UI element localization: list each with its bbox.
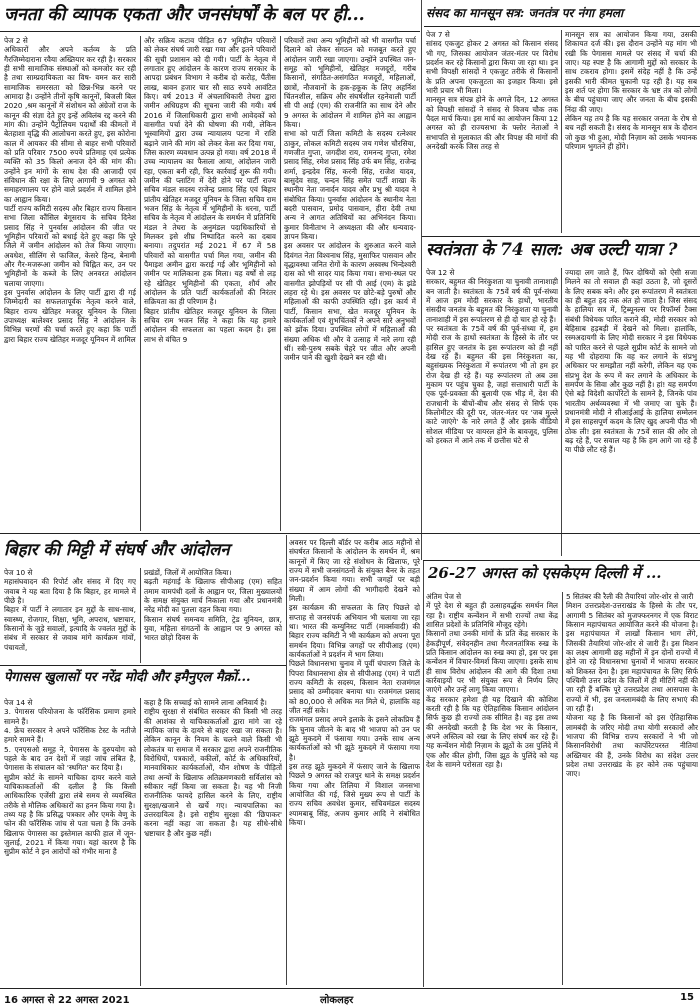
freedom-body [424, 268, 700, 556]
unity-body [0, 36, 420, 531]
unity-col-2: और सक्रिय कटाव पीड़ित 67 भूमिहीन परिवारों को लेकर संघर्ष जारी रखा गया और इतने परिवारों की सूची प्रशासन को दी गयी। पार्टी के नेतृत्व में लगातार हुए आंदोलन के कारण राज्य सरकार के आपदा प्रबंधन विभाग ने करीब दो करोड़, पैंतीस लाख, बावन हजार चार सौ साठ रुपये आवंटित किए। वर्ष 2013 में अंचलाधिकारी तेघरा द्वारा जमीन अधिग्रहण की सूचना जारी की गयी। वर्ष 2016 में जिलाधिकारी द्वारा सभी आवेदकों को वासगीत पर्चा देने की घोषणा की गयी, लेकिन भूस्वामियों द्वारा उच्च न्यायालय पटना में राशि बढ़ाने जाने की मांग को लेकर केस कर दिया गया, जिस कारण व्यवधान उत्पन्न हो गया। वर्ष 2018 में उच्च न्यायालय का फैसला आया, आंदोलन जारी रहा, एकता बनी रही, फिर कार्रवाई शुरू की गयी। जमीन की प्लाटिंग में देरी होने पर पार्टी राज्य सचिव मंडल सदस्य राजेन्द्र प्रसाद सिंह एवं बिहार प्रांतीय खेतिहर मजदूर यूनियन के जिला सचिव राम भजन सिंह के नेतृत्व में भूमिहीनों के धरना, पार्टी सचिव के नेतृत्व में आंदोलन के समर्थन में प्रतिनिधि मंडल ने तेघरा के अनुमंडल पदाधिकारियों से मिलकर इसे शीघ्र निष्पादित करने का दबाव बनाया। तदुपरांत मई 2021 में 67 में 58 परिवारों को वासगीत पर्चा मिल गया, जमीन की पैमाइश अमीन द्वारा कराई गई और भूमिहीनों को जमीन पर मालिकाना हक मिला। यह वर्षों से लड़ रहे खेतिहर भूमिहीनों की एकता, शौर्य और आंदोलन के प्रति पार्टी कार्यकर्ताओं की निरंतर सक्रियता का ही परिणाम है। बिहार प्रांतीय खेतिहर मजदूर यूनियन के जिला सचिव राम भजन सिंह ने कहा कि यह हमारे आंदोलन की सफलता का पहला कदम है। इस लाभ से वंचित 9 [144, 36, 276, 344]
bihar-col-2: प्रखंडों, जिलों में आयोजित किया। बढ़ती महंगाई के खिलाफ सीपीआइ (एम) सहित तमाम वामपंथी दलों के आह्वान पर, जिला मुख्यालयों के समक्ष संयुक्त मार्च निकाला गया और प्रधानमंत्री नरेंद्र मोदी का पुतला दहन किया गया। किसान संघर्ष समन्वय समिति, ट्रेड यूनियन, छात्र, युवा, महिला संगठनों के आह्वान पर 9 अगस्त को भारत छोड़ो दिवस के [144, 568, 282, 643]
headline-pegasus: पेगासस खुलासों पर नरेंद्र मोदी और इमैनुएल मैक्रों... [4, 670, 251, 685]
footer-title: लोकलहर [320, 995, 354, 1006]
headline-monsoon: संसद का मानसून सत्र: जनतंत्र पर नंगा हमला [426, 6, 624, 20]
august-col-2: 5 सितंबर की रैली की तैयारियां जोर-शोर से जारी मिशन उत्तरप्रदेश-उत्तराखंड के हिस्से के तौर पर, आगामी 5 सितंबर को मुजफ्फरनगर में एक विराट किसान महापंचायत आयोजित करने की योजना है। इस महापंचायत में लाखों किसान भाग लेंगे, जिसकी तैयारियां जोर-शोर से जारी हैं। इस मिशन का लक्ष्य आगामी छह महीनों में इन दोनों राज्यों में होने जा रहे विधानसभा चुनावों में भाजपा सरकार को शिकस्त देना है। इस महापंचायत के लिए सिर्फ पश्चिमी उत्तर प्रदेश के जिलों में ही मीटिंगें नहीं की जा रही हैं बल्कि पूरे उत्तरप्रदेश तथा आसपास के राज्यों में भी, इस जनलामबंदी के लिए सभाएं की जा रही हैं। योजना यह है कि किसानों को इस ऐतिहासिक लामबंदी के जरिए मोदी तथा योगी सरकारों और भाजपा की विभिन्न राज्य सरकारों ने भी जो किसानविरोधी तथा कार्पोरेटपरस्त नीतियां अख्तियार की हैं, उनके विरोध का संदेश उत्तर प्रदेश तथा उत्तराखंड के हर कोने तक पहुंचाया जाए। [566, 592, 698, 779]
article-freedom [424, 238, 700, 558]
rule-unity [0, 31, 420, 32]
pegasus-col-2: कहा है कि सच्चाई को सामने लाना अनिवार्य है। राष्ट्रीय सुरक्षा से संबंधित सरकार की किसी भी तरह की आशंका से याचिकाकर्ताओं द्वारा मांगे जा रहे न्यायिक जांच के दायरे से बाहर रखा जा सकता है। लेकिन कानून के नियम के चलने वाले किसी भी लोकतंत्र या समाज में सरकार द्वारा अपने राजनीतिक विरोधियों, पत्रकारों, वकीलों, कोर्ट के अधिकारियों, मानवाधिकार कार्यकर्ताओं, यौन शोषण के पीड़ितों तथा अन्यों के खिलाफ अतिक्रमणकारी सर्विलांस को स्वीकार नहीं किया जा सकता है। यह भी निजी राजनीतिक फायदे हासिल करने के लिए, राष्ट्रीय सुरक्षा/खजाने से खर्चे गए। न्यायपालिका का उत्तरदायित्व है। इसे राष्ट्रीय सुरक्षा की 'छिपाकर' करना नहीं कहा जा सकता है। यह सीधे-सीधे भ्रष्टाचार है और कुछ नहीं। [144, 698, 282, 838]
headline-unity: जनता की व्यापक एकता और जनसंघर्षों के बल पर ही... [4, 5, 365, 25]
section-rule [0, 533, 700, 534]
divider [561, 268, 562, 556]
bihar-body [0, 568, 285, 663]
article-unity [0, 0, 420, 533]
divider [423, 560, 424, 987]
divider [140, 568, 141, 663]
section-rule [422, 236, 700, 237]
august-body [426, 592, 700, 985]
page-footer [0, 988, 700, 1007]
headline-freedom: स्वतंत्रता के 74 साल: अब उल्टी यात्रा ? [426, 240, 678, 260]
divider [286, 535, 287, 985]
headline-bihar: बिहार की मिट्टी में संघर्ष और आंदोलन [4, 540, 230, 559]
divider [562, 592, 563, 985]
section-rule [0, 665, 286, 666]
bihar-continued [289, 538, 422, 986]
page-number: 15 [680, 992, 694, 1003]
freedom-col-2: ज्यादा लग जाते हैं, फिर दोषियों को ऐसी सजा मिलने का तो सवाल ही कहां उठता है, जो दूसरों के लिए सबक बने। और इस रूपांतरण में स्वतंत्रता का ही बहुत हद तक अंत हो जाता है। जिस संसद के हालिया सत्र में, ट्रिब्यूनल्स पर रिफॉर्म्स टैक्स संबंधी विधेयक पारित कराने की, मोदी सरकार को बेहिसाब हड़बड़ी में देखने को मिला। हालांकि, रस्मअदायगी के लिए मोदी सरकार ने इस विधेयक को पारित करने से पहले सुप्रीम कोर्ट के सामने जो यह भी दोहराया कि वह कर लगाने के संप्रभु अधिकार पर समझौता नहीं करेगी, लेकिन यह एक संप्रभु देश के रूप में कर लगाने के अधिकार के समर्पण के सिवा और कुछ नहीं है। हां! यह समर्पण ऐसे बड़े विदेशी कार्पोरेटों के सामने है, जिनके पांव भारतीय अर्थव्यवस्था में भी जमाए जा चुके हैं। प्रधानमंत्री मोदी ने सीआईआई के हालिया सम्मेलन में इस साहसपूर्ण कदम के लिए खुद अपनी पीठ भी ठोक ली! इस स्वतंत्रता के 75वें साल की ओर तो बढ़ रहे हैं, पर सवाल यह है कि हम आगे जा रहे हैं या पीछे लौट रहे हैं। [565, 268, 697, 455]
divider [561, 30, 562, 233]
unity-col-3: परिवारों तथा अन्य भूमिहीनों को भी वासगीत पर्चा दिलाने को लेकर संगठन को मजबूत करते हुए आंदोलन जारी रखा जाएगा। उन्होंने उपस्थित जन- समूह को भूमिहीनों, खेतिहर मजदूरों, गरीब किसानों, संगठित-असंगठित मजदूरों, महिलाओं, छात्रों, नौजवानों के हक-हकूक के लिए अहर्निश चिंतनशील, सक्रिय और संघर्षशील रहनेवाली पार्टी सी पी आई (एम) की राजनीति का साथ देने और 9 अगस्त के आंदोलन में शामिल होने का आह्वान किया। सभा को पार्टी जिला कमिटी के सदस्य रत्नेश्वर ठाकुर, लोकल कमिटी सदस्य जय गणेश चौरसिया, गणजीत गुप्ता, जगदीश राय, रामनन्द गुप्ता, रमेश प्रसाद सिंह, रमेश प्रसाद सिंह उर्फ बम सिंह, राजेन्द्र शर्मा, इन्द्रदेव सिंह, करनी सिंह, राजेश यादव, बासुदेव साह, चन्दन सिंह समेत पार्टी शाखा के स्थानीय नेता जनार्दन यादव और प्रभु श्री यादव ने संबोधित किया। पुनर्वास आंदोलन के स्थानीय नेता बदरी पासवान, प्रमोद पासवान, हीरा देवी तथा अन्य ने आगत अतिथियों का अभिनंदन किया। कुमार विनीताभ ने अध्यक्षता की और धन्यवाद- ज्ञापन किया। इस अवसर पर आंदोलन के शुरुआत करने वाले दिवंगत नेता विश्वनाथ सिंह, मुसाफिर पासवान और वृद्धावस्था जनित रोगों के कारण अस्वस्थ भिन्देश्वरी दास को भी सादर याद किया गया। सभा-स्थल पर वासगीत झोपड़ियों पर सी पी आई (एम) के झंडे लहरा रहे थे। इस अवसर पर छोटे-बड़े पुरुषों और महिलाओं की काफी उपस्थिति रही। इस कार्य में पार्टी, किसान सभा, खेत मजदूर यूनियन के कार्यकर्ताओं एवं शुभचिंतकों ने अपने सारे अनुभवों को झोंक दिया। उपस्थित लोगों में महिलाओं की संख्या अधिक थी और वे उत्साह में नारे लगा रही थीं। स्त्री-पुरुष सबके चेहरे पर जीत और अपनी जमीन पाने की खुशी देखने बन रही थी। [284, 36, 416, 363]
section-rule [423, 560, 700, 561]
divider [280, 36, 281, 531]
freedom-col-1: पेज 12 से सरकार, बहुमत की निरंकुशता या चुनावी तानाशाही बन जाती है। स्वतंत्रता के 75वें वर्ष की पूर्व-संध्या में आज हम मोदी सरकार के हाथों, भारतीय संसदीय जनतंत्र के बहुमत की निरंकुशता या चुनावी तानाशाही में इस रूपांतरण से ही दो चार हो रहे हैं। पर स्वतंत्रता के 75वें वर्ष की पूर्व-संध्या में, हम मोदी राज के हाथों स्वतंत्रता के हिस्से के तौर पर हासिल हुए जनतंत्र के इस रूपांतरण को ही नहीं देख रहे हैं। बहुमत की इस निरंकुशता का, बहुसंख्यक निरंकुशता में रूपांतरण भी तो हम हर रोज देख ही रहे हैं। यह रूपांतरण तो अब उस मुकाम पर पहुंच चुका है, जहां सत्ताधारी पार्टी के एक पूर्व-प्रवक्ता की बुलायी एक भीड़ में, देश की राजधानी के बीचों-बीच और संसद से सिर्फ एक किलोमीटर की दूरी पर, जंतर-मंतर पर 'जब मुल्ले काटे जाएंगे' के नारे लगते हैं और इसके वीडियो सोशल मीडिया पर वायरल होने के बावजूद, पुलिस को हरकत में आने तक में छत्तीस घंटे से [426, 268, 558, 445]
august-col-1: अंतिम पेज से में पूरे देश से बहुत ही उत्साहवर्द्धक समर्थन मिल रहा है। राष्ट्रीय कन्वेंशन में सभी राज्यों तथा केंद्र शासित प्रदेशों के प्रतिनिधि मौजूद रहेंगे। किसानों तथा उनकी मांगों के प्रति केंद्र सरकार के हेकड़ीपूर्ण, संवेदनहीन तथा गैरजनतांत्रिक रुख के प्रति किसान आंदोलन का रुख क्या हो, इस पर इस कन्वेंशन में विचार-विमर्श किया जाएगा। इसके साथ ही साथ विरोध आंदोलन की आगे की दिशा तथा कार्रवाइयों पर भी संयुक्त रूप से निर्णय लिए जाएंगे और उन्हें लागू किया जाएगा। केंद्र सरकार हमेशा ही यह दिखाने की कोशिश करती रही है कि यह ऐतिहासिक किसान आंदोलन सिर्फ कुछ ही राज्यों तक सीमित है। वह इस तथ्य की अनदेखी करती है कि देश भर के किसान, अपने अस्तित्व को रखा के लिए संघर्ष कर रहे हैं। यह कन्वेंशन मोदी निज़ाम के झूठों के उस पुलिंदे में एक और कील होगी, जिस झूठ के पुलिंदे को यह देश के सामने परोसता रहा है। [426, 592, 558, 769]
article-pegasus [0, 667, 285, 987]
article-august [426, 562, 700, 987]
monsoon-body [424, 30, 700, 233]
divider [140, 698, 141, 986]
bihar-col-1: पेज 10 से महासंघवादन की रिपोर्ट और संसद में दिए गए जवाब ने यह बता दिया है कि बिहार, हर मामले में पीछे है। बिहार में पार्टी ने लगातार इन मुद्दों के साथ-साथ, स्वास्थ्य, रोजगार, शिक्षा, भूमि, अपराध, भ्रष्टाचार, किसानों के जुड़े सवालों, इत्यादि के ज्वलंत मुद्दों के संबंध में सरकार से जवाब मांगे कार्यक्रम गांवों, पंचायतों, [4, 568, 136, 652]
bihar-col-3: अवसर पर दिल्ली बॉर्डर पर करीब आठ महीनों से संघर्षरत किसानों के आंदोलन के समर्थन में, श्रम कानूनों में किए जा रहे संशोधन के खिलाफ, पूरे राज्य में सभी जनसंगठनों के संयुक्त बैनर के तहत जन-प्रदर्शन किया गया। सभी जगहों पर बड़ी संख्या में आम लोगों की भागीदारी देखने को मिली। इस कार्यक्रम की सफलता के लिए पिछले दो सप्ताह से जनसंपर्क अभियान भी चलाया जा रहा था। भारत की कम्युनिस्ट पार्टी (मार्क्सवादी) की बिहार राज्य कमिटी ने भी कार्यक्रम को अपना पूरा समर्थन दिया। विभिन्न जगहों पर सीपीआइ (एम) कार्यकर्ताओं ने प्रदर्शन में भाग लिया। पिछले विधानसभा चुनाव में पूर्वी चंपारण जिले के पिपरा विधानसभा क्षेत्र से सीपीआइ (एम) ने पार्टी राज्य कमिटी के सदस्य, किसान नेता राजमंगल प्रसाद को उम्मीदवार बनाया था। राजमंगल प्रसाद को 80,000 से अधिक मत मिले थे, हालांकि वह जीत नहीं सके। राजमंगल प्रसाद अपने इलाके के इसने लोकप्रिय हैं कि चुनाव जीतने के बाद भी भाजपा को उन पर झूठे मुकदमे में फंसाया गया। उनके साथ अन्य कार्यकर्ताओं को भी झूठे मुकदमे में फंसाया गया है। इस तरह झूठे मुकदमे में फंसाए जाने के खिलाफ पिछले 9 अगस्त को राजपुर थाने के समक्ष प्रदर्शन किया गया और तिलिया में विशाल जनसभा आयोजित की गई, जिसे मुख्य रूप से पार्टी के राज्य सचिव अवधेश कुमार, सचिवमंडल सदस्य श्यामबाबू सिंह, अजय कुमार आदि ने संबोधित किया। [289, 538, 420, 827]
footer-date: 16 अगस्त से 22 अगस्त 2021 [4, 995, 130, 1006]
pegasus-col-1: पेज 14 से 3. पेगासस परियोजना के फॉरेंसिक प्रमाण हमारे सामने हैं। 4. फ्रेंच सरकार ने अपने फॉरेंसिक टेस्ट के नतीजे हमारे सामने हैं। 5. एनएसओ समूह ने, पेगासस के दुरुपयोग को पहले के बाद उन देशों में जहां जांच लंबित है, पेगासस के संचालन को 'स्थगित' कर दिया है। सुप्रीम कोर्ट के सामने याचिका दायर करने वाले याचिकाकर्ताओं की दलील है कि किसी आधिकारिक एजेंसी द्वारा लंबे समय से व्यवस्थित तरीके से मौलिक अधिकारों का हनन किया गया है। तथ्य यह है कि प्रसिद्ध पत्रकार और एमके वेणु के फोन की फॉरेंसिक जांच से पता चला है कि उनके खिलाफ पेगासस का इस्तेमाल काफी हाल में जून-जुलाई, 2021 में किया गया। यहां कारण है कि सुप्रीम कोर्ट ने इन आरोपों को गंभीर माना है [4, 698, 136, 857]
unity-col-1: पेज 2 से अधिकारों और अपने कर्तव्य के प्रति गैरजिम्मेदाराना रवैया अख्तियार कर रही है। सरकार ही सभी सामाजिक संस्थाओं को कमजोर कर रही है तथा साम्प्रदायिकता का विष- वमन कर सारी सामाजिक समरसता को छिन्न-भिन्न करने पर आमादा है। उन्होंने तीनों कृषि कानूनों, बिजली बिल 2020 ,श्रम कानूनों में संशोधन को अंग्रेजों राज के कानून की संज्ञा देते हुए इन्हें अविलंब रद्द करने की मांग की। उन्होंने पैट्रोलियम पदार्थों की कीमतों में बेतहाशा वृद्धि की आलोचना करते हुए, इस कोरोना काल में आयकर की सीमा से बाहर सभी परिवारों को प्रति परिवार 7500 रुपये प्रतिमाह एवं प्रत्येक व्यक्ति को 35 किलो अनाज देने की मांग की। उन्होंने इन मांगों के साथ देश की आजादी एवं संविधान की रक्षा के लिए आगामी 9 अगस्त को समाहरणालय पर होने वाले प्रदर्शन में शामिल होने का आह्वान किया। पार्टी राज्य कमिटी सदस्य और बिहार राज्य किसान सभा जिला कौंसिल बेगूसराय के सचिव दिनेश प्रसाद सिंह ने पुनर्वास आंदोलन की जीत पर भूमिहीन परिवारों को बधाई देते हुए कहा कि पूरे जिले में जमीन आंदोलन को तेज किया जाएगा। अवधेश, सीलिंग से फाजिल, केसरे हिन्द, बेनामी और गैर-मजरूआ जमीन को चिह्नित कर, उन पर भूमिहीनों के कब्जे के लिए अनवरत आंदोलन चलाया जाएगा। इस पुनर्वास आंदोलन के लिए पार्टी द्वारा दी गई जिम्मेदारी का सफलतापूर्वक नेतृत्व करने वाले, बिहार राज्य खेतिहर मजदूर यूनियन के जिला उपाध्यक्ष बालेश्वर प्रसाद सिंह ने आंदोलन के विभिन्न चरणों की चर्चा करते हुए कहा कि पार्टी द्वारा बिहार राज्य खेतिहर मजदूर यूनियन में शामिल [4, 36, 136, 344]
rule-monsoon [424, 26, 700, 27]
pegasus-body [0, 698, 285, 986]
monsoon-col-1: पेज 7 से सांसद एकजुट होकर 2 अगस्त को किसान संसद भी गए, जिसका आयोजन जंतर-मंतर पर विरोध प्रदर्शन कर रहे किसानों द्वारा किया जा रहा था। इन सभी विपक्षी सांसदों ने एकजुट तरीके से किसानों के प्रति अपना एकजुटता का इजहार किया। इसे भारी प्रचार भी मिला। मानसून सत्र संपन्न होने के अगले दिन, 12 अगस्त को विपक्षी सांसदों ने संसद से विजय चौक तक पैदल मार्च किया। इस मार्च का आयोजन किया 12 अगस्त को ही राज्यसभा के फ्लोर नेताओं ने सभापति से मुलाकात की और विपक्ष की मांगों की अनदेखी करके जिस तरह से [426, 30, 558, 151]
main-divider [421, 0, 422, 560]
monsoon-col-2: मानसून सत्र का आयोजन किया गया, उसकी शिकायत दर्ज की। इस दौरान उन्होंने यह मांग भी रखी कि पेगासस मामले पर संसद में चर्चा की जाए। यह स्पष्ट है कि आगामी मुद्दों को सरकार के साथ टकराव होगा। इसमें संदेह नहीं है कि उन्हें इसकी भारी कीमत चुकानी पड़ रही है। यह सब इस शर्त पर होगा कि सरकार के भ्रष्ट तंत्र को लोगों के बीच पहुंचाया जाए और जनता के बीच इसकी निंदा की जाए। लेकिन यह तय है कि यह सरकार जनता के रोष से बच नहीं सकती है। संसद के मानसून सत्र के दौरान जो कुछ भी हुआ, मोदी निज़ाम को उसके भयानक परिणाम भुगतने ही होंगे। [565, 30, 697, 151]
headline-august: 26-27 अगस्त को एसकेएम दिल्ली में ... [428, 564, 662, 582]
article-monsoon [424, 0, 700, 235]
divider [140, 36, 141, 531]
article-bihar [0, 535, 285, 663]
